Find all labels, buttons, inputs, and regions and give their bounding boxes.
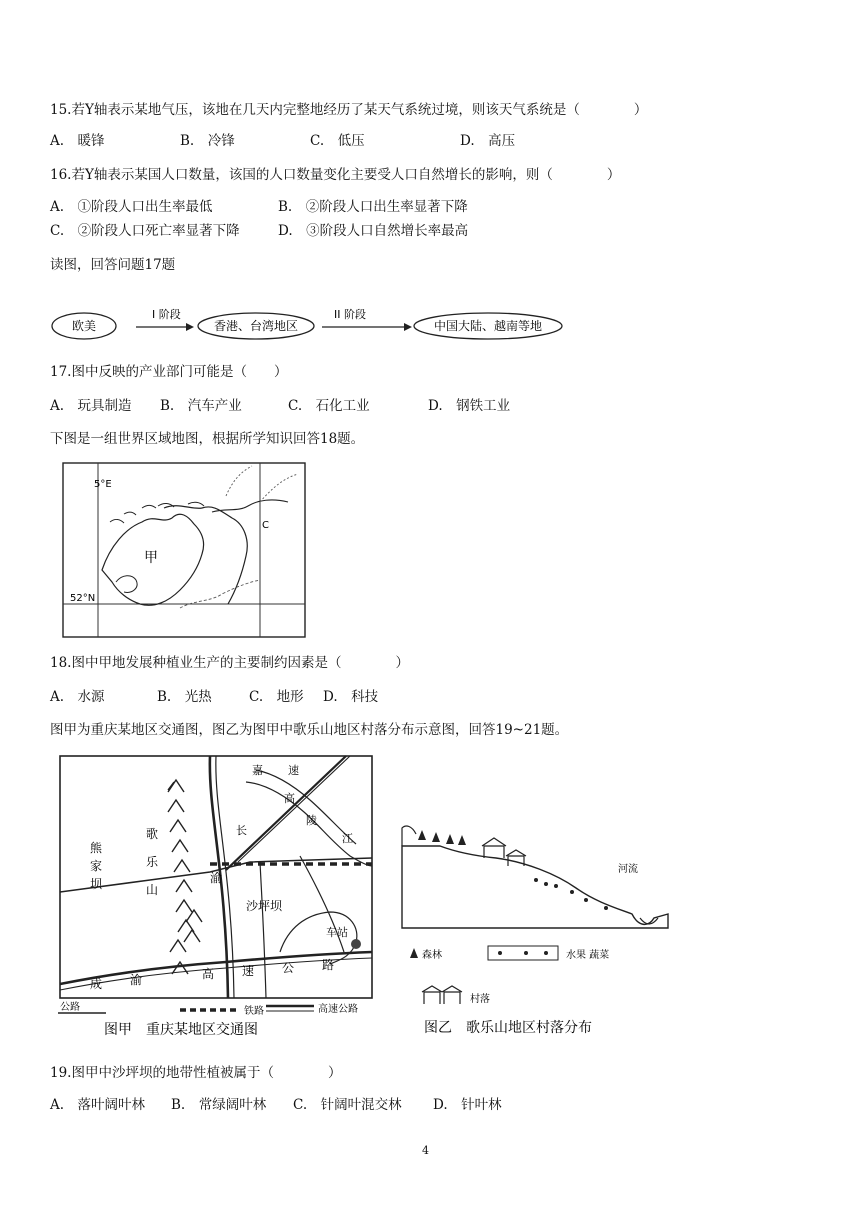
q16-option-d[interactable]: D. ③阶段人口自然增长率最高: [278, 223, 469, 239]
region-jia-label: 甲: [144, 550, 158, 566]
q19-option-a[interactable]: A. 落叶阔叶林: [50, 1097, 146, 1113]
label-shapingba: 沙坪坝: [246, 899, 283, 913]
label-gong: 公: [282, 961, 295, 975]
forest-legend-icon: [410, 948, 418, 958]
label-gaosu-2: 速: [288, 764, 299, 777]
flow-node-1: 欧美: [71, 319, 97, 333]
flow-node-3: 中国大陆、越南等地: [433, 319, 543, 333]
netherlands-region-map: [62, 462, 306, 638]
river-label: 河流: [618, 864, 638, 875]
q19-option-c[interactable]: C. 针阔叶混交林: [293, 1097, 402, 1113]
legend-highway: 高速公路: [318, 1004, 358, 1015]
map-legend: [58, 1000, 358, 1017]
village-icon: [482, 838, 526, 866]
q16-option-c[interactable]: C. ②阶段人口死亡率显著下降: [50, 223, 240, 239]
label-shan: 山: [146, 883, 159, 897]
label-ge: 歌: [146, 827, 159, 841]
legend-rail: 铁路: [244, 1006, 264, 1017]
chongqing-traffic-map: [50, 752, 380, 1042]
q19-stem: 19.图甲中沙坪坝的地带性植被属于（ ）: [50, 1065, 342, 1081]
intro-18: 下图是一组世界区域地图，根据所学知识回答18题。: [50, 431, 365, 447]
lon-label: 5°E: [94, 479, 112, 490]
label-xiong: 熊: [90, 841, 103, 855]
label-cheng: 成: [90, 977, 103, 991]
c-label: C: [262, 520, 269, 531]
legend-fruit: 水果 蔬菜: [566, 950, 610, 961]
q18-option-d[interactable]: D. 科技: [323, 689, 379, 705]
map-a-caption: 图甲 重庆某地区交通图: [104, 1022, 258, 1038]
village-distribution-profile: [396, 818, 672, 1040]
q18-option-a[interactable]: A. 水源: [50, 689, 105, 705]
q15-stem: 15.若Y轴表示某地气压，该地在几天内完整地经历了某天气系统过境，则该天气系统是（ ）: [50, 102, 648, 118]
q15-option-c[interactable]: C. 低压: [310, 133, 365, 149]
page-number: 4: [422, 1144, 429, 1157]
fruit-legend-icon: [498, 951, 502, 955]
arrow-icon: [186, 323, 194, 331]
label-changjiang-1: 长: [236, 824, 247, 837]
legend-b: [410, 946, 609, 1005]
label-gao: 高: [202, 967, 215, 981]
q16-stem: 16.若Y轴表示某国人口数量，该国的人口数量变化主要受人口自然增长的影响，则（ ）: [50, 167, 621, 183]
label-yu2: 渝: [130, 973, 143, 987]
map-b-caption: 图乙 歌乐山地区村落分布: [424, 1020, 592, 1036]
q18-option-b[interactable]: B. 光热: [157, 689, 212, 705]
q18-stem: 18.图中甲地发展种植业生产的主要制约因素是（ ）: [50, 655, 409, 671]
label-yu: 渝: [210, 871, 223, 885]
legend-forest: 森林: [422, 950, 442, 961]
village-legend-icon: [422, 986, 462, 1004]
q15-option-b[interactable]: B. 冷锋: [180, 133, 235, 149]
q15-option-d[interactable]: D. 高压: [460, 133, 516, 149]
q18-option-c[interactable]: C. 地形: [249, 689, 304, 705]
label-lu: 路: [322, 958, 335, 972]
label-su: 速: [242, 964, 255, 978]
forest-icon: [418, 830, 466, 845]
q17-option-b[interactable]: B. 汽车产业: [160, 398, 242, 414]
label-gaoling-1: 高: [284, 792, 295, 805]
lat-label: 52°N: [70, 593, 96, 604]
fruit-vegetable-icon: [534, 878, 608, 910]
label-le: 乐: [146, 855, 159, 869]
flow-arrow-1-label: I 阶段: [152, 308, 181, 321]
label-chezhan: 车站: [326, 926, 348, 939]
label-ba: 坝: [90, 877, 103, 891]
q17-option-c[interactable]: C. 石化工业: [288, 398, 370, 414]
station-marker: [351, 939, 361, 949]
legend-village: 村落: [470, 994, 490, 1005]
q17-option-d[interactable]: D. 钢铁工业: [428, 398, 511, 414]
legend-road: 公路: [60, 1002, 80, 1013]
intro-19: 图甲为重庆某地区交通图，图乙为图甲中歌乐山地区村落分布示意图，回答19~21题。: [50, 722, 569, 738]
intro-17: 读图，回答问题17题: [50, 257, 176, 273]
industry-transfer-diagram: [48, 298, 588, 344]
q16-option-a[interactable]: A. ①阶段人口出生率最低: [50, 199, 213, 215]
label-jia: 家: [90, 859, 103, 873]
label-gaosu-1: 嘉: [252, 764, 263, 777]
q16-option-b[interactable]: B. ②阶段人口出生率显著下降: [278, 199, 468, 215]
q17-stem: 17.图中反映的产业部门可能是（ ）: [50, 364, 288, 380]
q15-option-a[interactable]: A. 暖锋: [50, 133, 105, 149]
label-changjiang-2: 江: [342, 832, 353, 845]
q19-option-d[interactable]: D. 针叶林: [433, 1097, 502, 1113]
flow-node-2: 香港、台湾地区: [213, 319, 299, 333]
label-gaoling-2: 陵: [306, 814, 317, 827]
arrow-icon: [404, 323, 412, 331]
flow-arrow-2-label: II 阶段: [334, 308, 366, 321]
q19-option-b[interactable]: B. 常绿阔叶林: [171, 1097, 267, 1113]
q17-option-a[interactable]: A. 玩具制造: [50, 398, 132, 414]
